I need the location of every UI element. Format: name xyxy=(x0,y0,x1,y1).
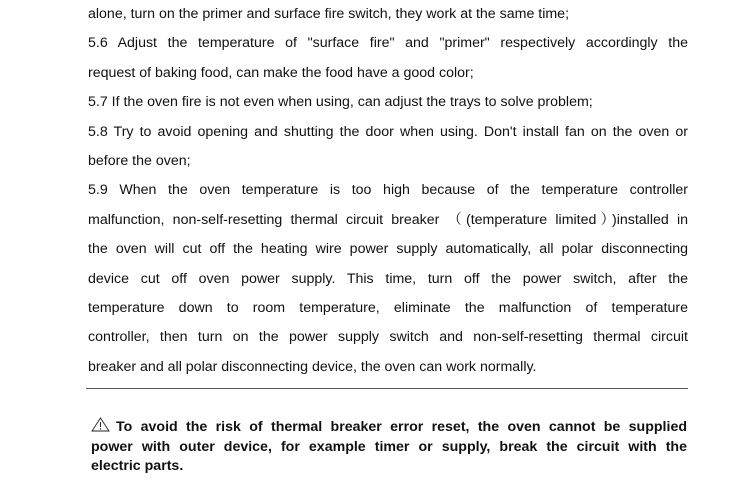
text-line: breaker and all polar disconnecting device, the oven can work normally. xyxy=(88,358,537,375)
instruction-text xyxy=(88,0,688,382)
text-line: 5.9 When the oven temperature is too high because of the temperature controller xyxy=(88,182,688,199)
text-line: alone, turn on the primer and surface fire switch, they work at the same time; xyxy=(88,6,570,22)
warning-note xyxy=(91,417,687,477)
warning-line xyxy=(91,417,687,438)
warning-text-line-3: electric parts. xyxy=(91,458,184,474)
text-line: 5.6 Adjust the temperature of "surface fire" and "primer" respectively accordingly the xyxy=(88,35,688,52)
text-line: the oven will cut off the heating wire power supply automatically, all polar disconnecting xyxy=(88,241,688,258)
text-line: malfunction, non-self-resetting thermal circuit breaker （(temperature limited）)installed in xyxy=(88,211,688,228)
warning-text-line-1: To avoid the risk of thermal breaker error reset, the oven cannot be supplied xyxy=(116,419,687,435)
text-line: request of baking food, can make the food have a good color; xyxy=(88,64,474,81)
text-line: 5.8 Try to avoid opening and shutting the door when using. Don't install fan on the oven or xyxy=(88,123,688,140)
text-line: temperature down to room temperature, eliminate the malfunction of temperature xyxy=(88,300,688,317)
text-line: device cut off oven power supply. This time, turn off the power switch, after the xyxy=(88,270,688,287)
text-line: 5.7 If the oven fire is not even when using, can adjust the trays to solve problem; xyxy=(88,94,593,111)
text-line: controller, then turn on the power supply switch and non-self-resetting thermal circuit xyxy=(88,329,688,346)
warning-text-line-2: power with outer device, for example timer or supply, break the circuit with the xyxy=(91,438,687,455)
warning-triangle-icon xyxy=(91,417,110,432)
section-divider xyxy=(86,388,688,389)
text-line: before the oven; xyxy=(88,153,191,170)
